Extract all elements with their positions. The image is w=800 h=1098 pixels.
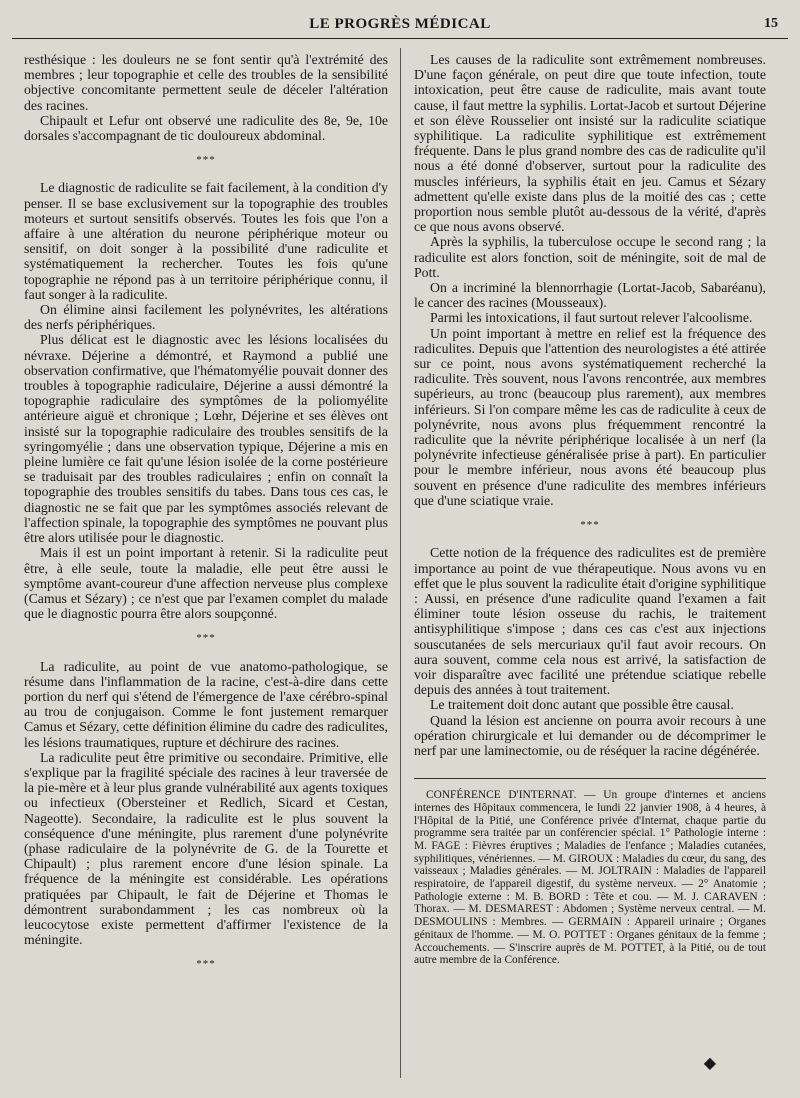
conference-notice	[414, 789, 766, 967]
paragraph: La radiculite peut être primitive ou secondaire. Primitive, elle s'explique par la fragilité spéciale des racines à leur traversée de la pie-mère et à leur plus grande vulnérabilité aux agents toxiques ou infectieux (Obersteiner et Redlich, Sicard et Cestan, Nageotte). Secondaire, la radiculite est le plus souvent la conséquence d'une méningite, plus rarement d'une polynévrite (phase radiculaire de la polynévrite de G. de la Tourette et Chipault) ; plus rarement encore d'une lésion spinale. La fréquence de la méningite est considérable. Les opérations pratiquées par Chipault, le fait de Déjerine et Thomas le démontrent surabondamment ; les cas nombreux où la leucocytose existe permettent d'affirmer l'existence de la méningite.	[24, 749, 388, 948]
conference-notice-text: CONFÉRENCE D'INTERNAT. — Un groupe d'internes et anciens internes des Hôpitaux commencera, le lundi 22 janvier 1908, à 4 heures, à l'Hôpital de la Pitié, une Conférence privée d'Internat, chaque partie du programme sera traitée par un conférencier spécial. 1° Pathologie interne : M. FAGE : Fièvres éruptives ; Maladies de l'enfance ; Maladies cutanées, syphilitiques, vénériennes. — M. GIROUX : Maladies du cœur, du sang, des vaisseaux ; Maladies générales. — M. JOLTRAIN : Maladies de l'appareil respiratoire, de l'appareil digestif, du système nerveux. — 2° Anatomie ; Pathologie externe : M. B. BORD : Tête et cou. — M. J. CARAVEN : Thorax. — M. DESMAREST : Abdomen ; Système nerveux central. — M. DESMOULINS : Membres. — GERMAIN : Appareil urinaire ; Organes génitaux de l'homme. — M. O. POTTET : Organes génitaux de la femme ; Accouchements. — S'inscrire auprès de M. POTTET, à la Pitié, ou de tout autre membre de la Conférence.	[414, 789, 766, 967]
paragraph: Après la syphilis, la tuberculose occupe le second rang ; la radiculite est alors fonction, soit de méningite, soit de mal de Pott.	[414, 234, 766, 280]
section-separator: ***	[196, 154, 216, 167]
paragraph: Le diagnostic de radiculite se fait facilement, à la condition d'y penser. Il se base exclusivement sur la topographie des troubles moteurs et surtout sensitifs observés. Toutes les fois que l'on a affaire à une altération du neurone périphérique moteur ou sensitif, on doit songer à la possibilité d'une radiculite et systématiquement la rechercher. Toutes les fois qu'une topographie ne répond pas à un territoire périphérique connu, il faut songer à la radiculite.	[24, 180, 388, 302]
paragraph: La radiculite, au point de vue anatomo-pathologique, se résume dans l'inflammation de la racine, c'est-à-dire dans cette portion du nerf qui s'étend de l'émergence de l'axe cérébro-spinal au trou de conjugaison. Comme le font justement remarquer Camus et Sézary, cette définition élimine du cadre des radiculites, les lésions traumatiques, rupture et déchirure des racines.	[24, 658, 388, 750]
ornament-diamond: ◆	[703, 1053, 716, 1072]
left-column	[24, 52, 388, 985]
note-rule	[414, 778, 766, 779]
paragraph: Cette notion de la fréquence des radiculites est de première importance au point de vue thérapeutique. Nous avons vu en effet que le plus souvent la radiculite était d'origine syphilitique : Aussi, en présence d'une radiculite quand l'examen a fait éliminer toute lésion osseuse du rachis, le traitement antisyphilitique s'impose ; dans ces cas c'est aux injections souscutanées de sels mercuriaux qu'il faut avoir recours. On aura souvent, comme cela nous est arrivé, la satisfaction de voir disparaître avec facilité une prétendue sciatique rebelle depuis des années à tout traitement.	[414, 545, 766, 698]
section-separator: ***	[580, 519, 600, 532]
paragraph: Chipault et Lefur ont observé une radiculite des 8e, 9e, 10e dorsales s'accompagnant de tic douloureux abdominal.	[24, 112, 388, 144]
right-column-body	[414, 52, 766, 758]
paragraph: Plus délicat est le diagnostic avec les lésions localisées du névraxe. Déjerine a démontré, et Raymond a publié une observation confirmative, que l'hématomyélie pouvait donner des troubles à topographie radiculaire, Déjerine a aussi démontré la topographie radiculaire des symptômes de la poliomyélite antérieure aiguë et chronique ; Lœhr, Déjerine et ses élèves ont insisté sur la topographie radiculaire des troubles sensitifs de la syringomyélie ; dans une observation typique, Déjerine a mis en pleine lumière ce fait qu'une lésion isolée de la corne postérieure se traduisait par des troubles radiculaires ; enfin on connaît la topographie des troubles sensitifs du tabes. Dans tous ces cas, le diagnostic ne se fait que par les symptômes associés relevant de l'affection spinale, la topographie des symptômes ne pouvant plus être alors utilisée pour le diagnostic.	[24, 332, 388, 546]
paragraph: resthésique : les douleurs ne se font sentir qu'à l'extrémité des membres ; leur topographie et celle des troubles de la sensibilité objective concomitante permettent seule de déceler l'altération des racines.	[24, 52, 388, 113]
journal-title: LE PROGRÈS MÉDICAL	[309, 16, 491, 32]
paragraph: Quand la lésion est ancienne on pourra avoir recours à une opération chirurgicale et lui demander ou de décomprimer le nerf par une laminectomie, ou de réséquer la racine dégénérée.	[414, 712, 766, 758]
paragraph: Mais il est un point important à retenir. Si la radiculite peut être, à elle seule, toute la maladie, elle peut être aussi le symptôme avant-coureur d'une affection nerveuse plus complexe (Camus et Sézary) ; ce n'est que par l'examen complet du malade que le diagnostic pourra être alors soupçonné.	[24, 545, 388, 622]
page-number: 15	[764, 16, 778, 31]
paragraph: Les causes de la radiculite sont extrêmement nombreuses. D'une façon générale, on peut dire que toute infection, toute intoxication, peut être cause de radiculite, mais avant toute cause, il faut mettre la syphilis. Lortat-Jacob et surtout Déjerine et son élève Rousselier ont insisté sur la radiculite sciatique syphilitique. La radiculite syphilitique est extrêmement fréquente. Dans le plus grand nombre des cas de radiculite qu'il nous a été donné d'observer, surtout pour la radiculite des muscles inférieurs, la syphilis était en jeu. Camus et Sézary admettent qu'elle existe dans plus de la moitié des cas ; cette proportion nous semble plutôt au-dessous de la vérité, d'après ce que nous avons observé.	[414, 52, 766, 235]
paragraph: Parmi les intoxications, il faut surtout relever l'alcoolisme.	[430, 310, 753, 326]
right-column	[414, 52, 766, 967]
page-header	[12, 14, 788, 39]
section-separator: ***	[196, 632, 216, 645]
paragraph: On élimine ainsi facilement les polynévrites, les altérations des nerfs périphériques.	[24, 302, 388, 333]
paragraph: Un point important à mettre en relief est la fréquence des radiculites. Depuis que l'attention des neurologistes a été attirée sur ce point, nous avons systématiquement recherché la radiculite. Très souvent, nous l'avons rencontrée, aux membres supérieurs, au tronc (beaucoup plus rarement), aux membres inférieurs. Si l'on compare même les cas de radiculite à ceux de polynévrite, nous avons plus fréquemment rencontré la radiculite que la névrite périphérique localisée à un nerf (la polynévrite infectieuse généralisée prise à part). En particulier pour le membre inférieur, nous avons été beaucoup plus souvent en présence d'une radiculite des membres inférieurs que d'une sciatique vraie.	[414, 325, 766, 508]
section-separator: ***	[196, 958, 216, 971]
paragraph: Le traitement doit donc autant que possible être causal.	[430, 697, 734, 713]
paragraph: On a incriminé la blennorrhagie (Lortat-Jacob, Sabaréanu), le cancer des racines (Mousseaux).	[414, 280, 766, 311]
column-divider	[400, 48, 401, 1078]
